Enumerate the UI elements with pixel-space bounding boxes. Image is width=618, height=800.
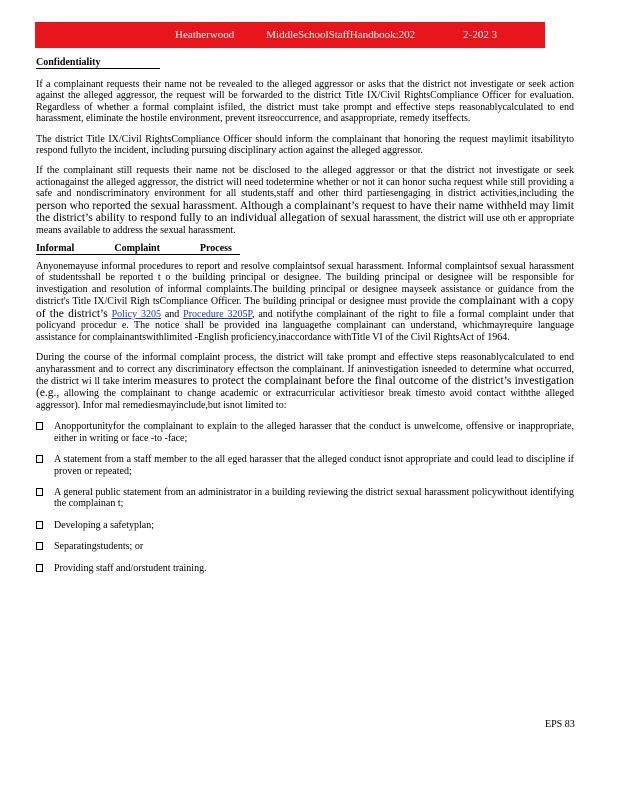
document-body [36, 52, 574, 584]
header-school: Heatherwood [175, 29, 235, 41]
bullet-box-icon [36, 422, 43, 430]
informal-remedies-list [36, 421, 574, 574]
confidentiality-paragraph-2: The district Title IX/Civil RightsCompliance Officer should inform the complainant that honoring the request maylimit itsabilityto respond fullyto the incident, including pursuing disciplinary action against the alleged aggressor. [36, 133, 574, 157]
bullet-box-icon [36, 564, 43, 572]
list-item: Separatingstudents; or [36, 541, 574, 552]
procedure-3205p-link[interactable]: Procedure 3205P [183, 308, 253, 320]
informal-p2-part-b: measures to protect the complainant before the final outcome of the district’s investigation (e.g., [36, 374, 574, 400]
informal-p1-part-c: , and notifythe complainant of the right to file a formal complaint under that policyand procedur e. The notice shall be provided ina languagethe complainant can understand, whichmayrequire language assistance for complainantswithlimited -English proficiency,inaccordance withTitle VI of the Civil RightsAct of 1964. [36, 308, 575, 343]
confidentiality-paragraph-1: If a complainant requests their name not be revealed to the alleged aggressor or asks that the district not investigate or seek action against the alleged aggressor, the request will be forwarded to the district Title IX/Civil RightsCompliance Officer for evaluation. Regardless of whether a formal complaint isfiled, the district must take prompt and effective steps reasonablycalculated to end harassment, eliminate the hostile environment, prevent itsreoccurrence, and asappropriate, remedy itseffects. [36, 79, 574, 125]
document-header [35, 22, 545, 48]
confidentiality-heading: Confidentiality [36, 57, 160, 69]
list-item: Anopportunityfor the complainant to explain to the alleged harasser that the conduct is unwelcome, offensive or inappropriate, either in writing or face -to -face; [36, 421, 574, 444]
list-item: A statement from a staff member to the all eged harasser that the alleged conduct isnot appropriate and could lead to discipline if proven or repeated; [36, 454, 574, 477]
informal-p2-part-c: allowing the complainant to change academic or extracurricular activitiesor break timesto avoid contact withthe alleged aggressor). Infor mal remediesmayinclude,but isnot limited to: [36, 388, 574, 411]
list-item: Providing staff and/orstudent training. [36, 563, 574, 574]
informal-paragraph-1 [36, 261, 574, 343]
informal-heading-word-1: Informal [36, 243, 75, 255]
list-item: Developing a safetyplan; [36, 520, 574, 531]
informal-p1-part-b: complainant with a copy of the district’s [36, 295, 575, 320]
confidentiality-paragraph-3 [36, 165, 574, 236]
informal-heading-word-2: Complaint [114, 243, 160, 255]
bullet-box-icon [36, 455, 43, 463]
header-years: 2-202 3 [463, 29, 498, 41]
informal-complaint-heading [36, 243, 240, 255]
informal-p2-part-a: During the course of the informal complaint process, the district will take prompt and effective steps reasonablycalculated to end anyharassment and to correct any discriminatory effectson the complainant. If aninvestigation isneeded to determine what occurred, the district wi ll take interim [36, 352, 574, 387]
and-text: and [164, 308, 180, 320]
confidentiality-p3-part-c: harassment, the district will use oth er appropriate means available to address the sexual harassment. [36, 213, 575, 236]
confidentiality-p3-part-b: person who reported the sexual harassment. Although a complainant’s request to have their name withheld may limit the district’s ability to respond fully to an individual allegation of sexual [36, 199, 574, 225]
confidentiality-p3-part-a: If the complainant still requests their name not be disclosed to the alleged aggressor or that the district not investigate or seek actionagainst the alleged aggressor, the district will need todetermine whether or not it can honor sucha request while still providing a safe and nondiscriminatory environment for all students,staff and other third partiesengaging in district activities,including the [36, 165, 574, 200]
page-number: EPS 83 [545, 719, 575, 730]
bullet-box-icon [36, 542, 43, 550]
policy-3205-link[interactable]: Policy 3205 [111, 308, 161, 320]
list-item: A general public statement from an administrator in a building reviewing the district sexual harassment policywithout identifying the complainan t; [36, 487, 574, 510]
bullet-box-icon [36, 521, 43, 529]
header-title: MiddleSchoolStaffHandbook:202 [266, 29, 416, 41]
informal-p1-part-a: Anyonemayuse informal procedures to report and resolve complaintsof sexual harassment. Informal complaintsof sexual harassment of studentsshall be reported t o the building principal or designee. The building principal or designee will be responsible for investigation and resolution of informal complaints.The building principal or designee mayseek assistance or guidance from the district's Title IX/Civil Righ tsCompliance Officer. The building principal or designee must provide the [36, 261, 574, 308]
bullet-box-icon [36, 488, 43, 496]
informal-paragraph-2 [36, 352, 574, 411]
informal-heading-word-3: Process [199, 243, 232, 255]
